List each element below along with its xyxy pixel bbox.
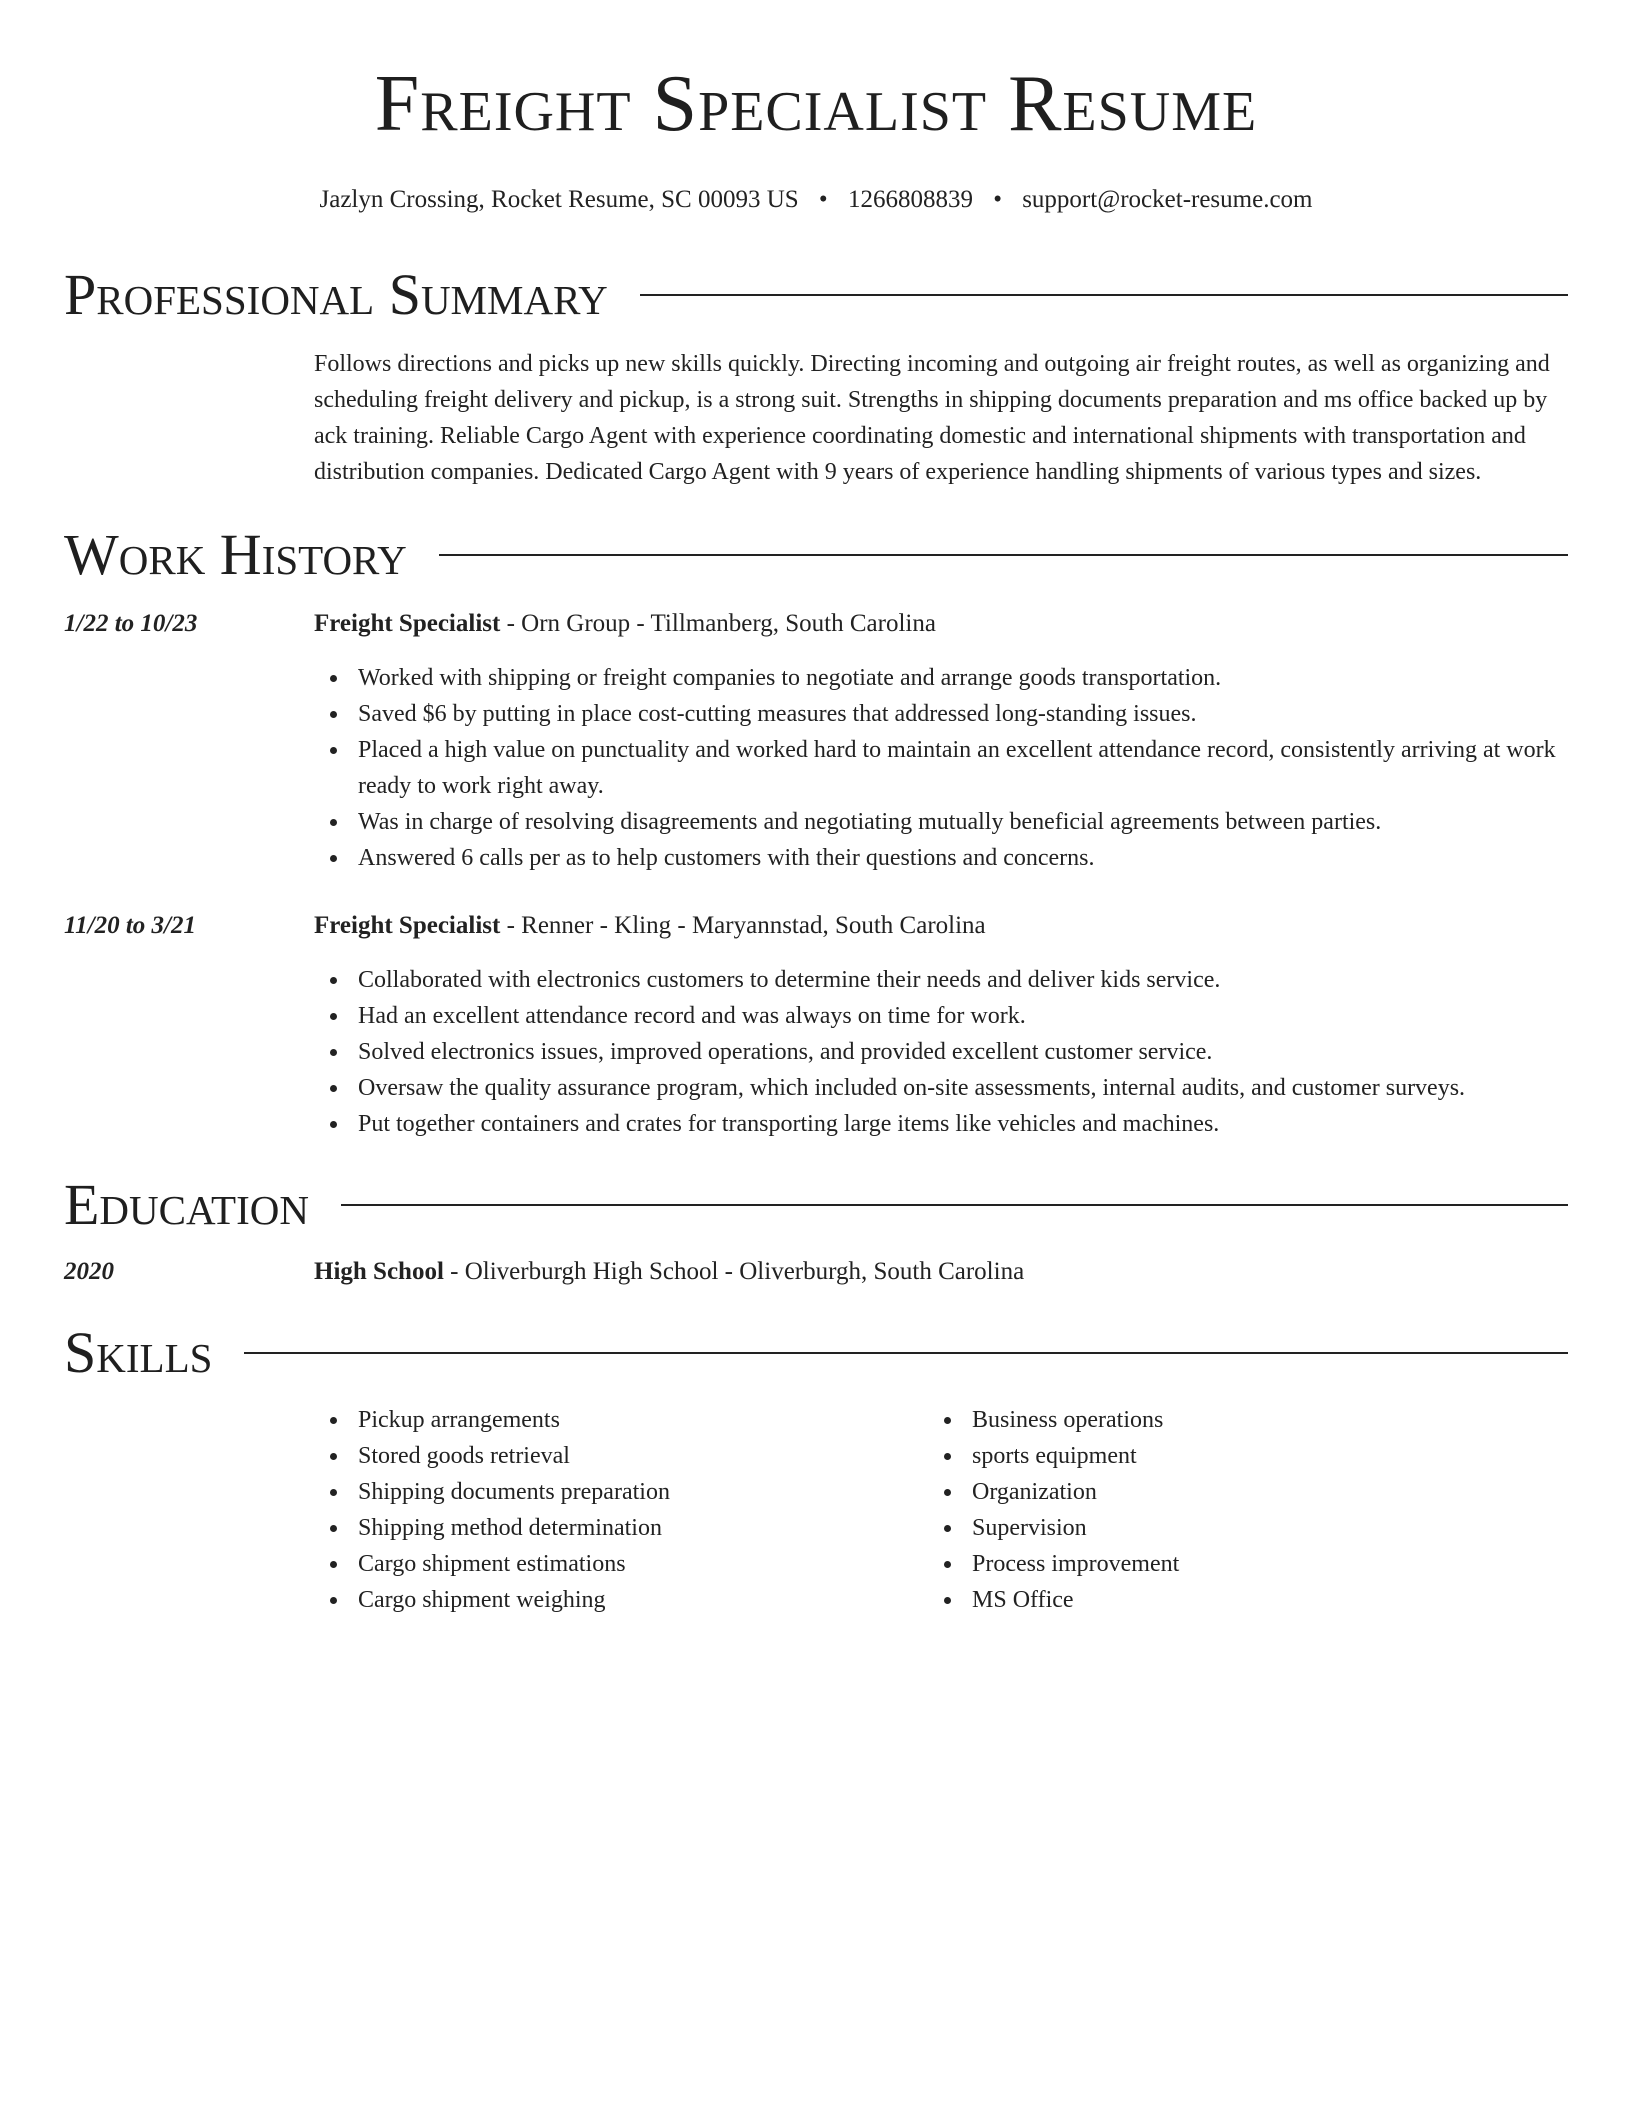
list-item: Process improvement [928,1546,1542,1582]
list-item: Organization [928,1474,1542,1510]
section-header-education [64,1172,1568,1237]
list-item: Collaborated with electronics customers to determine their needs and deliver kids service. [314,962,1568,998]
skills-list-right [928,1402,1542,1618]
section-divider [341,1204,1568,1206]
section-divider [439,554,1568,556]
education-entry [64,1254,1568,1290]
list-item: Worked with shipping or freight companies to negotiate and arrange goods transportation. [314,660,1568,696]
education-degree: High School [314,1258,444,1285]
contact-separator: • [818,186,828,213]
list-item: Stored goods retrieval [314,1438,928,1474]
contact-email: support@rocket-resume.com [1022,186,1313,213]
list-item: Supervision [928,1510,1542,1546]
contact-address: Jazlyn Crossing, Rocket Resume, SC 00093 US [319,186,799,213]
job-heading [314,606,1568,642]
section-divider [640,294,1568,296]
section-header-skills [64,1320,1568,1385]
list-item: Saved $6 by putting in place cost-cutting measures that addressed long-standing issues. [314,696,1568,732]
education-heading [314,1254,1568,1290]
section-header-work-history [64,522,1568,587]
education-details: - Oliverburgh High School - Oliverburgh, South Carolina [443,1258,1025,1285]
job-details: - Orn Group - Tillmanberg, South Carolina [500,610,936,637]
job-details: - Renner - Kling - Maryannstad, South Carolina [500,912,986,939]
list-item: Shipping documents preparation [314,1474,928,1510]
job-entry [64,908,1568,1142]
job-bullets [314,962,1568,1142]
list-item: Cargo shipment weighing [314,1582,928,1618]
list-item: MS Office [928,1582,1542,1618]
resume-title: Freight Specialist Resume [374,60,1258,148]
section-header-summary [64,262,1568,327]
job-title: Freight Specialist [314,912,501,939]
job-title: Freight Specialist [314,610,501,637]
list-item: Shipping method determination [314,1510,928,1546]
list-item: Business operations [928,1402,1542,1438]
list-item: Was in charge of resolving disagreements and negotiating mutually beneficial agreements between parties. [314,804,1568,840]
list-item: Placed a high value on punctuality and worked hard to maintain an excellent attendance record, consistently arriving at work ready to work right away. [314,732,1568,804]
list-item: Pickup arrangements [314,1402,928,1438]
skills-row [64,1402,1568,1618]
section-title: Work History [64,522,407,587]
section-divider [244,1352,1568,1354]
skills-list-left [314,1402,928,1618]
section-title: Education [64,1172,309,1237]
list-item: Solved electronics issues, improved operations, and provided excellent customer service. [314,1034,1568,1070]
list-item: Oversaw the quality assurance program, which included on-site assessments, internal audits, and customer surveys. [314,1070,1568,1106]
list-item: Cargo shipment estimations [314,1546,928,1582]
resume-page [64,0,1568,1618]
section-title: Skills [64,1320,213,1385]
list-item: Answered 6 calls per as to help customers with their questions and concerns. [314,840,1568,876]
skills-columns [314,1402,1568,1618]
contact-phone: 1266808839 [847,186,973,213]
list-item: Put together containers and crates for transporting large items like vehicles and machines. [314,1106,1568,1142]
list-item: Had an excellent attendance record and was always on time for work. [314,998,1568,1034]
contact-separator: • [993,186,1002,213]
job-entry [64,606,1568,876]
job-bullets [314,660,1568,876]
job-dates: 1/22 to 10/23 [64,610,198,637]
job-heading [314,908,1568,944]
list-item: sports equipment [928,1438,1542,1474]
section-title: Professional Summary [64,262,608,327]
summary-text: Follows directions and picks up new skills quickly. Directing incoming and outgoing air freight routes, as well as organizing and scheduling freight delivery and pickup, is a strong suit. Strengths in shipping documents preparation and ms office backed up by ack training. Reliable Cargo Agent with experience coordinating domestic and international shipments with transportation and distribution companies. Dedicated Cargo Agent with 9 years of experience handling shipments of various types and sizes. [314,351,1550,485]
contact-line [64,186,1568,214]
job-dates: 11/20 to 3/21 [64,912,196,939]
education-year: 2020 [64,1258,114,1285]
summary-row [64,346,1568,490]
